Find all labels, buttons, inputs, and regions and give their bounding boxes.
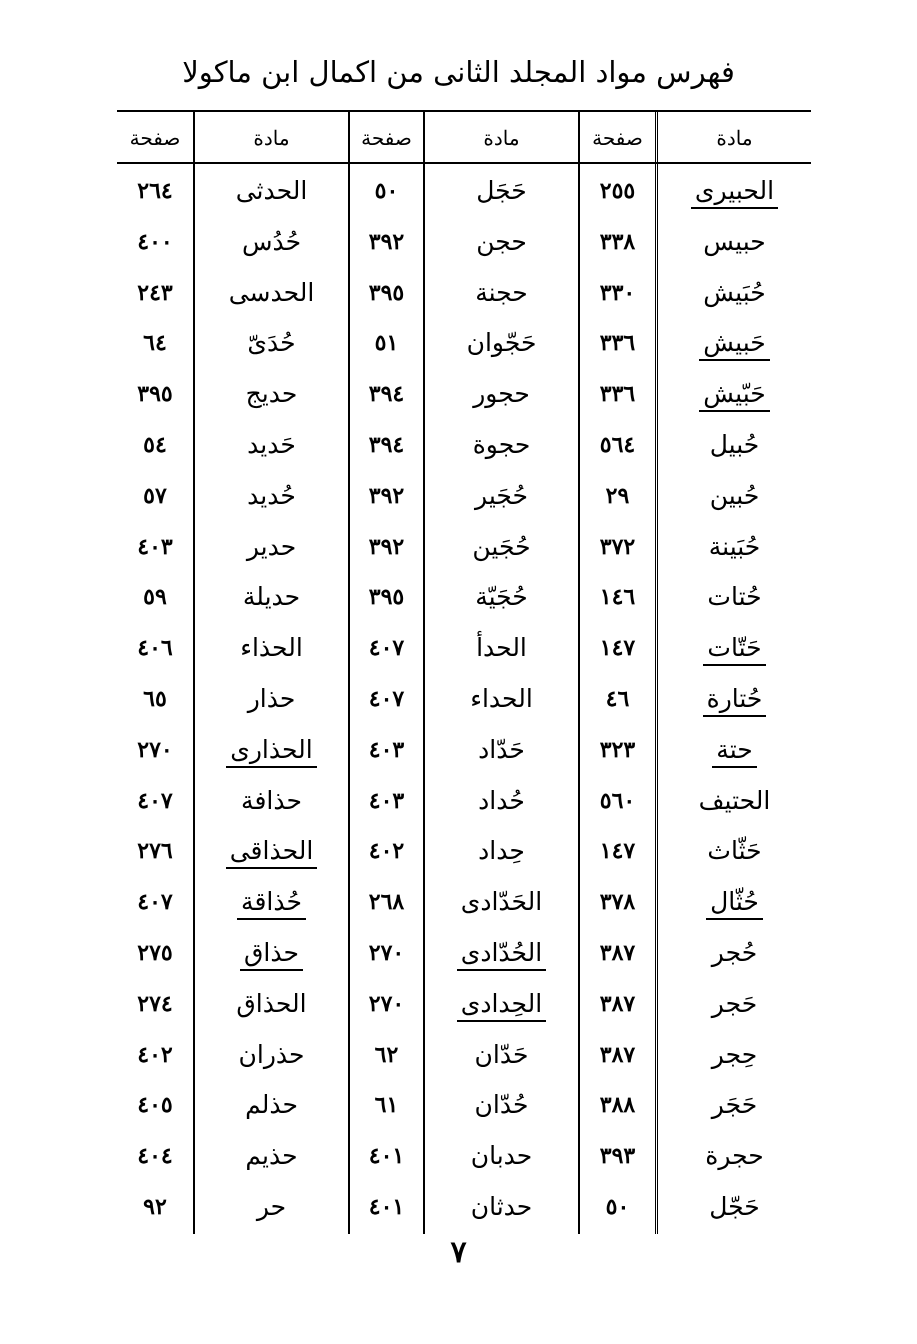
entry-word [425, 826, 578, 877]
entry-word [425, 1182, 578, 1233]
entry-page: ٢٦٨ [368, 889, 405, 916]
table-top-rule [117, 110, 811, 112]
entry-word [425, 928, 578, 979]
entry-page: ٤٦ [605, 686, 630, 712]
entry-page: ٤٠٦ [137, 635, 173, 662]
index-table [117, 110, 811, 1234]
entry-word [195, 928, 348, 979]
header-page-2: صفحة [361, 126, 412, 150]
entry-word [425, 420, 578, 471]
entry-page: ٤٠٧ [137, 787, 173, 814]
entry-page: ٢٧٤ [137, 990, 173, 1017]
entry-page: ٤٠٥ [137, 1092, 173, 1119]
entry-word [195, 623, 348, 674]
entry-word [195, 471, 348, 522]
entry-page: ٩٢ [143, 1194, 167, 1220]
entry-word-text: حجنة [475, 277, 528, 307]
entry-page: ٤٠٤ [137, 1143, 173, 1170]
entry-page: ٤٠٧ [137, 889, 173, 916]
entry-page: ٥١ [374, 330, 399, 357]
entry-page: ٥٤ [143, 432, 167, 458]
entry-word-text: حبيس [703, 226, 766, 256]
entry-word [658, 166, 811, 217]
entry-word [425, 776, 578, 827]
entry-word [425, 166, 578, 217]
entry-word-text: الحذاقى [226, 836, 318, 869]
entry-word-text: حُثّال [706, 887, 763, 920]
header-page-3: صفحة [129, 126, 181, 150]
entry-page: ٢٧٦ [137, 838, 173, 865]
entry-word-text: حر [256, 1192, 287, 1221]
entry-page: ٤٠٧ [368, 686, 405, 712]
entry-word [425, 268, 578, 319]
entry-word [425, 217, 578, 268]
entry-word [658, 623, 811, 674]
entry-word-text: حَدّاد [478, 734, 525, 764]
entry-word [195, 166, 348, 217]
entry-word-text: حُداد [478, 785, 525, 815]
entry-word-text: حدير [246, 531, 297, 561]
entry-word [195, 522, 348, 573]
entry-word-text: حُدَىّ [247, 328, 296, 358]
entry-word [658, 1030, 811, 1081]
entry-word [658, 369, 811, 420]
entry-word-text: الحذارى [226, 735, 316, 768]
entry-word-text: الحَدّادى [460, 887, 543, 917]
entry-page: ٦٤ [143, 330, 167, 357]
entry-page: ٢٧٥ [137, 940, 173, 966]
entry-page: ٤٠١ [368, 1194, 405, 1220]
entry-page: ٣٩٢ [368, 482, 405, 509]
entry-word [658, 928, 811, 979]
entry-word-text: حدبان [470, 1141, 533, 1171]
entry-word-text: حذلم [245, 1090, 298, 1120]
entry-page: ٣٣٦ [599, 330, 636, 357]
page-number: ٧ [450, 1235, 467, 1270]
entry-word [658, 522, 811, 573]
header-word-1: مادة [716, 126, 753, 150]
entry-page: ١٤٧ [599, 838, 636, 865]
entry-word-text: حُدُس [241, 226, 302, 256]
entry-page: ٦٢ [374, 1041, 399, 1068]
entry-word [195, 776, 348, 827]
entry-page: ٢٧٠ [137, 736, 173, 763]
entry-word [658, 725, 811, 776]
entry-page: ٢٥٥ [599, 178, 636, 204]
entry-word [195, 1030, 348, 1081]
entry-page: ٢٧٠ [368, 990, 405, 1017]
entry-word [658, 1080, 811, 1131]
entry-word-text: حُجر [711, 938, 758, 967]
entry-word-text: حديج [245, 379, 298, 409]
entry-word [658, 471, 811, 522]
entry-word-text: حذيم [245, 1141, 298, 1171]
entry-page: ٥٦٤ [599, 432, 636, 458]
entry-word [425, 1030, 578, 1081]
entry-page: ٥٧ [143, 482, 167, 509]
entry-word [425, 1080, 578, 1131]
entry-page: ٣٩٢ [368, 533, 405, 560]
table-header-rule [117, 162, 811, 164]
entry-page: ٥٠ [605, 1194, 630, 1220]
entry-word [658, 420, 811, 471]
entry-word-text: الحتيف [698, 785, 771, 815]
entry-word-text: حُبيل [709, 430, 760, 459]
entry-page: ٤٠٠ [137, 228, 173, 255]
entry-word [195, 877, 348, 928]
entry-word-text: الحدسى [228, 277, 315, 307]
entry-word-text: حذران [238, 1039, 305, 1069]
entry-page: ٢٩ [605, 482, 630, 509]
entry-word [658, 979, 811, 1030]
header-page-1: صفحة [592, 126, 643, 150]
entry-word [658, 1182, 811, 1233]
entry-page: ٢٦٤ [137, 178, 173, 204]
entry-word-text: حُبين [709, 480, 760, 510]
entry-page: ٥٠ [374, 178, 399, 204]
entry-word-text: الحذاء [240, 633, 303, 663]
entry-word-text: حَديد [247, 430, 296, 459]
entry-word-text: حذار [247, 684, 296, 713]
entry-word [195, 420, 348, 471]
entry-word [658, 674, 811, 725]
entry-word [425, 471, 578, 522]
entry-word-text: حُجَير [475, 480, 528, 510]
entry-word-text: الحِدادى [457, 989, 546, 1022]
entry-word-text: حَبيش [699, 328, 769, 361]
entry-page: ٤٠٧ [368, 635, 405, 662]
entry-page: ٤٠٣ [368, 787, 405, 814]
entry-word-text: الحذاق [236, 988, 307, 1018]
entry-word [425, 674, 578, 725]
entry-page: ٣٩٥ [368, 279, 405, 306]
entry-word-text: حُدّان [474, 1090, 529, 1120]
entry-page: ٣٩٢ [368, 228, 405, 255]
entry-page: ٦٥ [143, 686, 167, 712]
entry-word [195, 318, 348, 369]
entry-word [425, 979, 578, 1030]
entry-word-text: حِجر [711, 1039, 758, 1069]
entry-word [425, 369, 578, 420]
entry-word-text: حَتّات [703, 633, 765, 666]
entry-word-text: حدثان [470, 1192, 533, 1221]
page-title: فهرس مواد المجلد الثانى من اكمال ابن ماكولا [182, 55, 735, 89]
entry-word-text: حَجّوان [466, 328, 537, 358]
entry-page: ٣٧٨ [599, 889, 636, 916]
entry-page: ٣٧٢ [599, 533, 636, 560]
entry-word-text: حِداد [478, 836, 525, 866]
header-word-2: مادة [483, 126, 520, 150]
entry-word-text: حُجَيّة [475, 582, 528, 612]
entry-word-text: حديلة [242, 582, 301, 612]
entry-page: ٦١ [374, 1092, 399, 1119]
entry-word-text: حَثّاث [707, 836, 762, 866]
entry-word-text: حجوة [472, 430, 531, 459]
entry-page: ٣٩٣ [599, 1143, 636, 1170]
entry-word-text: حُجَين [472, 531, 531, 561]
entry-page: ٤٠٣ [368, 736, 405, 763]
entry-word-text: حَبّيش [699, 379, 769, 412]
entry-word-text: حجرة [705, 1141, 764, 1171]
entry-word-text: حُتارة [703, 684, 767, 717]
entry-page: ٢٧٠ [368, 940, 405, 966]
entry-word [658, 1131, 811, 1182]
entry-word-text: حَجر [711, 988, 758, 1018]
entry-word [425, 318, 578, 369]
entry-page: ٤٠١ [368, 1143, 405, 1170]
entry-word [195, 979, 348, 1030]
entry-word [195, 725, 348, 776]
entry-word-text: الحدثى [235, 176, 308, 205]
entry-page: ٣٩٥ [137, 381, 173, 408]
entry-word-text: الحُدّادى [457, 938, 546, 971]
entry-page: ٤٠٣ [137, 533, 173, 560]
entry-word [658, 877, 811, 928]
entry-word-text: حُذاقة [237, 887, 306, 920]
entry-page: ٥٩ [143, 584, 167, 611]
entry-page: ٤٠٢ [368, 838, 405, 865]
entry-word-text: حُتات [707, 582, 762, 612]
entry-word [658, 826, 811, 877]
entry-word-text: حذاق [240, 938, 303, 971]
entry-page: ٤٠٢ [137, 1041, 173, 1068]
entry-word [425, 623, 578, 674]
entry-word-text: حُبَيش [703, 277, 766, 307]
entry-page: ٣٩٤ [368, 381, 405, 408]
entry-word-text: حَدّان [474, 1039, 529, 1069]
entry-page: ٣٢٣ [599, 736, 636, 763]
entry-word [425, 572, 578, 623]
entry-word [195, 1131, 348, 1182]
entry-word [195, 674, 348, 725]
entry-word-text: حَجّل [709, 1192, 760, 1221]
header-word-3: مادة [253, 126, 290, 150]
entry-page: ١٤٦ [599, 584, 636, 611]
entry-word [425, 1131, 578, 1182]
entry-word-text: حجور [473, 379, 530, 409]
entry-word [195, 268, 348, 319]
entry-page: ٣٨٧ [599, 1041, 636, 1068]
entry-page: ٥٦٠ [599, 787, 636, 814]
entry-page: ٣٣٦ [599, 381, 636, 408]
entry-word-text: الحداء [470, 684, 533, 713]
entry-word [658, 776, 811, 827]
entry-word [658, 572, 811, 623]
entry-page: ٣٣٨ [599, 228, 636, 255]
entry-word-text: حُبَينة [708, 531, 761, 561]
entry-word [658, 217, 811, 268]
entry-word-text: الحبيرى [691, 176, 778, 209]
entry-page: ١٤٧ [599, 635, 636, 662]
entry-word [195, 1080, 348, 1131]
entry-word-text: الحدأ [476, 633, 527, 663]
entry-word-text: حذافة [241, 785, 302, 815]
entry-page: ٣٣٠ [599, 279, 636, 306]
entry-word [195, 369, 348, 420]
entry-page: ٣٨٨ [599, 1092, 636, 1119]
entry-word [425, 877, 578, 928]
entry-word-text: حَجَل [476, 176, 527, 205]
entry-word [195, 826, 348, 877]
entry-word [195, 217, 348, 268]
entry-word [425, 725, 578, 776]
entry-word-text: حَجَر [711, 1090, 758, 1120]
entry-word-text: حُديد [247, 480, 296, 510]
entry-word [658, 318, 811, 369]
entry-page: ٣٨٧ [599, 940, 636, 966]
entry-page: ٢٤٣ [137, 279, 173, 306]
entry-word [195, 1182, 348, 1233]
entry-page: ٣٩٤ [368, 432, 405, 458]
entry-page: ٣٨٧ [599, 990, 636, 1017]
entry-word-text: حتة [712, 735, 756, 768]
entry-page: ٣٩٥ [368, 584, 405, 611]
entry-word [195, 572, 348, 623]
entry-word [425, 522, 578, 573]
entry-word [658, 268, 811, 319]
entry-word-text: حجن [476, 226, 527, 256]
